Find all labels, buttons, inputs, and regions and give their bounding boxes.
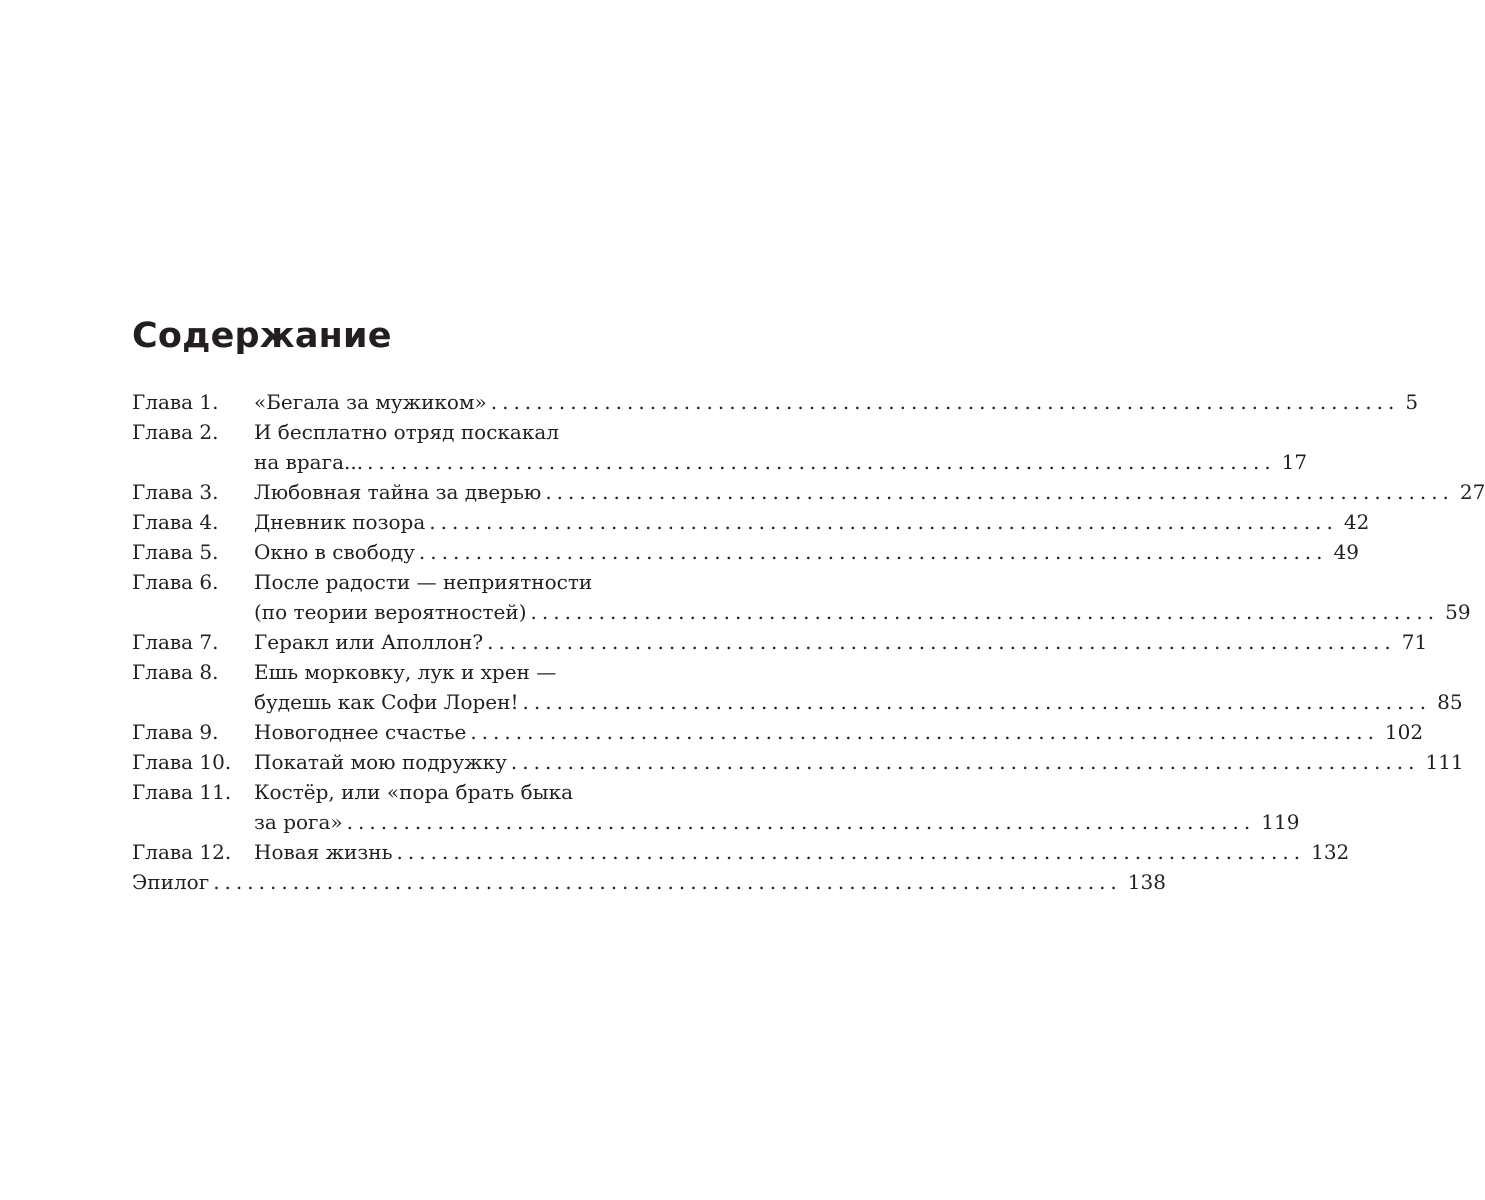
toc-entry-chapter-9[interactable]	[132, 717, 1424, 747]
chapter-title: После радости — неприятности	[254, 570, 593, 594]
dot-leader: ................................................................................	[522, 690, 1432, 714]
chapter-title-continued: (по теории вероятностей)	[254, 600, 527, 624]
page-number: 27	[1459, 480, 1485, 504]
page-number: 5	[1405, 390, 1419, 414]
dot-leader: ................................................................................	[510, 750, 1420, 774]
toc-entry-chapter-8[interactable]	[132, 657, 1463, 717]
toc-entry-chapter-2[interactable]	[132, 417, 1308, 477]
toc-entry-chapter-1[interactable]	[132, 387, 1419, 417]
toc-entry-chapter-10[interactable]	[132, 747, 1464, 777]
toc-entry-chapter-4[interactable]	[132, 507, 1370, 537]
chapter-label: Глава 10.	[132, 750, 232, 774]
dot-leader: ................................................................................	[487, 630, 1396, 654]
chapter-title: Любовная тайна за дверью	[254, 480, 542, 504]
chapter-title: Окно в свободу	[254, 540, 415, 564]
page-number: 42	[1343, 510, 1370, 534]
page-number: 102	[1384, 720, 1424, 744]
chapter-title: «Бегала за мужиком»	[254, 390, 487, 414]
chapter-label: Глава 7.	[132, 630, 219, 654]
chapter-title: Костёр, или «пора брать быка	[254, 780, 574, 804]
chapter-title-continued: будешь как Софи Лорен!	[254, 690, 519, 714]
toc-entry-chapter-6[interactable]	[132, 567, 1471, 627]
chapter-label: Глава 2.	[132, 420, 219, 444]
chapter-title: Новогоднее счастье	[254, 720, 467, 744]
chapter-label: Глава 11.	[132, 780, 232, 804]
toc-entry-chapter-7[interactable]	[132, 627, 1428, 657]
toc-entry-chapter-11[interactable]	[132, 777, 1300, 837]
chapter-label: Глава 5.	[132, 540, 219, 564]
chapter-label: Глава 8.	[132, 660, 219, 684]
toc-entry-chapter-3[interactable]	[132, 477, 1485, 507]
page-number: 119	[1261, 810, 1300, 834]
chapter-title: Покатай мою подружку	[254, 750, 507, 774]
epilogue-title: Эпилог	[132, 870, 210, 894]
page-number: 49	[1333, 540, 1359, 564]
dot-leader: ................................................................................	[530, 600, 1440, 624]
chapter-label: Глава 1.	[132, 390, 219, 414]
page-number: 17	[1281, 450, 1308, 474]
chapter-label: Глава 9.	[132, 720, 219, 744]
chapter-title-continued: на врага...	[254, 450, 364, 474]
dot-leader: ................................................................................	[470, 720, 1379, 744]
chapter-title-continued: за рога»	[254, 810, 343, 834]
chapter-title: Геракл или Аполлон?	[254, 630, 484, 654]
page-number: 71	[1401, 630, 1428, 654]
page-number: 111	[1425, 750, 1464, 774]
dot-leader: ................................................................................	[213, 870, 1122, 894]
chapter-title: Ешь морковку, лук и хрен —	[254, 660, 557, 684]
chapter-title: И бесплатно отряд поскакал	[254, 420, 559, 444]
page-number: 59	[1445, 600, 1471, 624]
page-number: 85	[1437, 690, 1463, 714]
table-of-contents	[132, 387, 1485, 897]
dot-leader: ................................................................................	[367, 450, 1276, 474]
dot-leader: ................................................................................	[545, 480, 1454, 504]
chapter-title: Новая жизнь	[254, 840, 393, 864]
dot-leader: ................................................................................	[490, 390, 1400, 414]
page-title: Содержание	[132, 316, 392, 356]
dot-leader: ................................................................................	[396, 840, 1306, 864]
chapter-label: Глава 6.	[132, 570, 219, 594]
toc-entry-epilogue[interactable]	[132, 867, 1166, 897]
dot-leader: ................................................................................	[429, 510, 1338, 534]
dot-leader: ................................................................................	[418, 540, 1328, 564]
chapter-title: Дневник позора	[254, 510, 426, 534]
page-number: 132	[1311, 840, 1350, 864]
toc-entry-chapter-5[interactable]	[132, 537, 1359, 567]
dot-leader: ................................................................................	[346, 810, 1256, 834]
chapter-label: Глава 3.	[132, 480, 219, 504]
chapter-label: Глава 4.	[132, 510, 219, 534]
toc-entry-chapter-12[interactable]	[132, 837, 1350, 867]
page-number: 138	[1127, 870, 1166, 894]
chapter-label: Глава 12.	[132, 840, 232, 864]
